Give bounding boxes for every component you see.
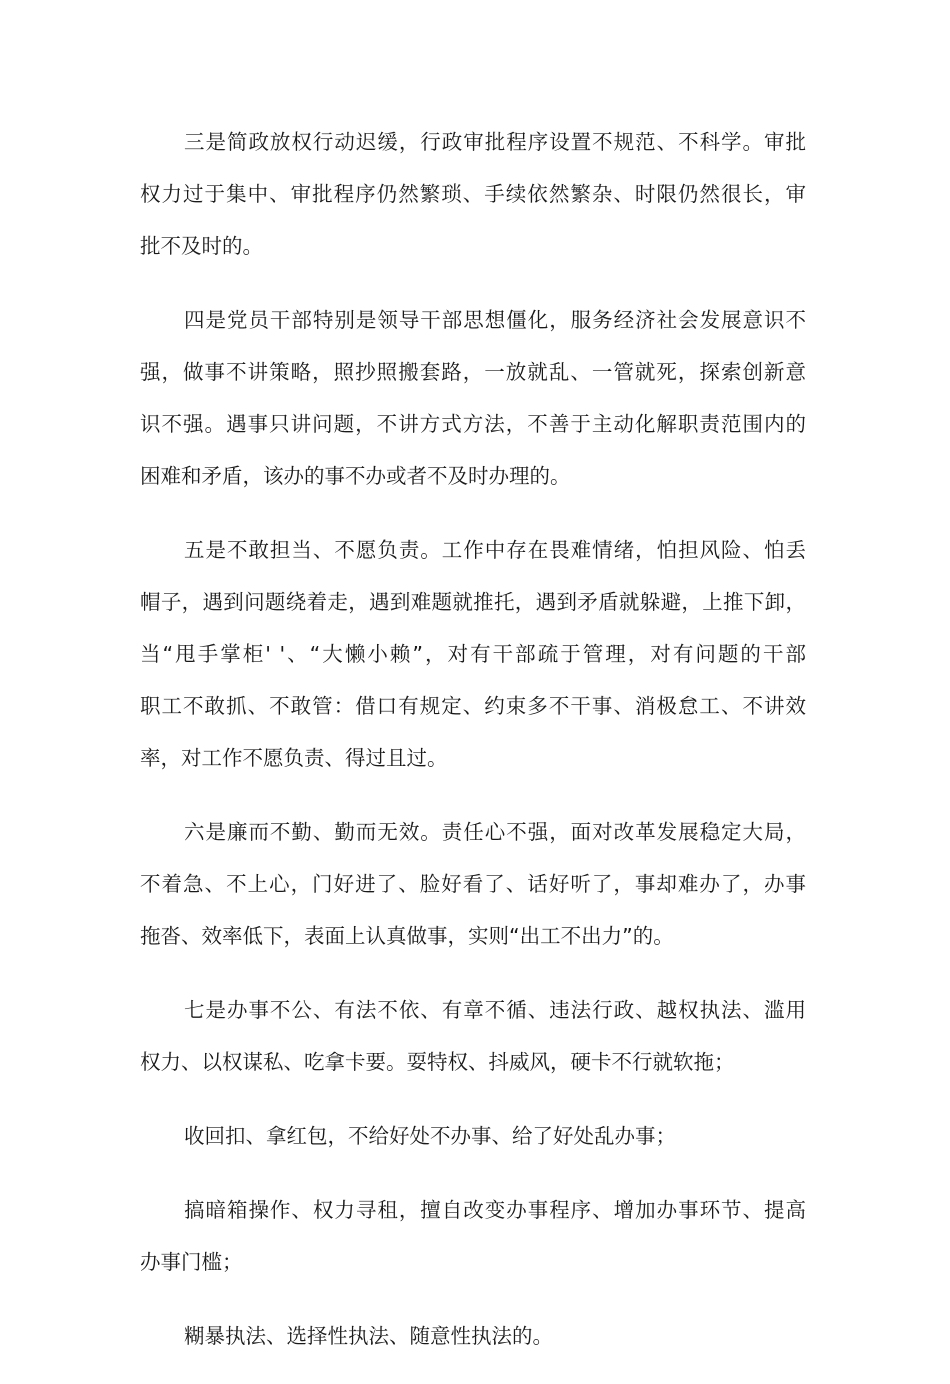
paragraph-enforcement: [140, 1310, 806, 1362]
paragraph-4: [140, 294, 806, 502]
text-line: 权力过于集中、审批程序仍然繁琐、手续依然繁杂、时限仍然很长，审: [140, 182, 806, 206]
paragraph-5: [140, 524, 806, 784]
text-line: 强，做事不讲策略，照抄照搬套路，一放就乱、一管就死，探索创新意: [140, 360, 806, 384]
text-line: 办事门槛；: [140, 1250, 243, 1274]
text-line: 困难和矛盾，该办的事不办或者不及时办理的。: [140, 464, 571, 488]
text-line: 批不及时的。: [140, 234, 263, 258]
text-line: 当“甩手掌柜' '、“大懒小赖”，对有干部疏于管理，对有问题的干部: [140, 642, 806, 666]
paragraph-kickbacks: [140, 1110, 806, 1162]
text-line: 拖沓、效率低下，表面上认真做事，实则“出工不出力”的。: [140, 924, 674, 948]
text-line: 三是简政放权行动迟缓，行政审批程序设置不规范、不科学。审批: [184, 130, 806, 154]
text-line: 糊暴执法、选择性执法、随意性执法的。: [184, 1324, 553, 1348]
text-line: 帽子，遇到问题绕着走，遇到难题就推托，遇到矛盾就躲避，上推下卸，: [140, 590, 806, 614]
text-line: 识不强。遇事只讲问题，不讲方式方法，不善于主动化解职责范围内的: [140, 412, 806, 436]
paragraph-3: [140, 116, 806, 272]
text-line: 搞暗箱操作、权力寻租，擅自改变办事程序、增加办事环节、提高: [184, 1198, 806, 1222]
paragraph-7: [140, 984, 806, 1088]
paragraph-6: [140, 806, 806, 962]
text-line: 权力、以权谋私、吃拿卡要。耍特权、抖威风，硬卡不行就软拖；: [140, 1050, 735, 1074]
text-line: 收回扣、拿红包，不给好处不办事、给了好处乱办事；: [184, 1124, 676, 1148]
text-line: 不着急、不上心，门好进了、脸好看了、话好听了，事却难办了，办事: [140, 872, 806, 896]
text-line: 率，对工作不愿负责、得过且过。: [140, 746, 448, 770]
text-line: 五是不敢担当、不愿负责。工作中存在畏难情绪，怕担风险、怕丢: [184, 538, 806, 562]
paragraph-black-box: [140, 1184, 806, 1288]
text-line: 七是办事不公、有法不依、有章不循、违法行政、越权执法、滥用: [184, 998, 806, 1022]
text-line: 六是廉而不勤、勤而无效。责任心不强，面对改革发展稳定大局，: [184, 820, 806, 844]
text-line: 职工不敢抓、不敢管：借口有规定、约束多不干事、消极怠工、不讲效: [140, 694, 806, 718]
text-line: 四是党员干部特别是领导干部思想僵化，服务经济社会发展意识不: [184, 308, 806, 332]
document-page: [140, 116, 806, 1384]
